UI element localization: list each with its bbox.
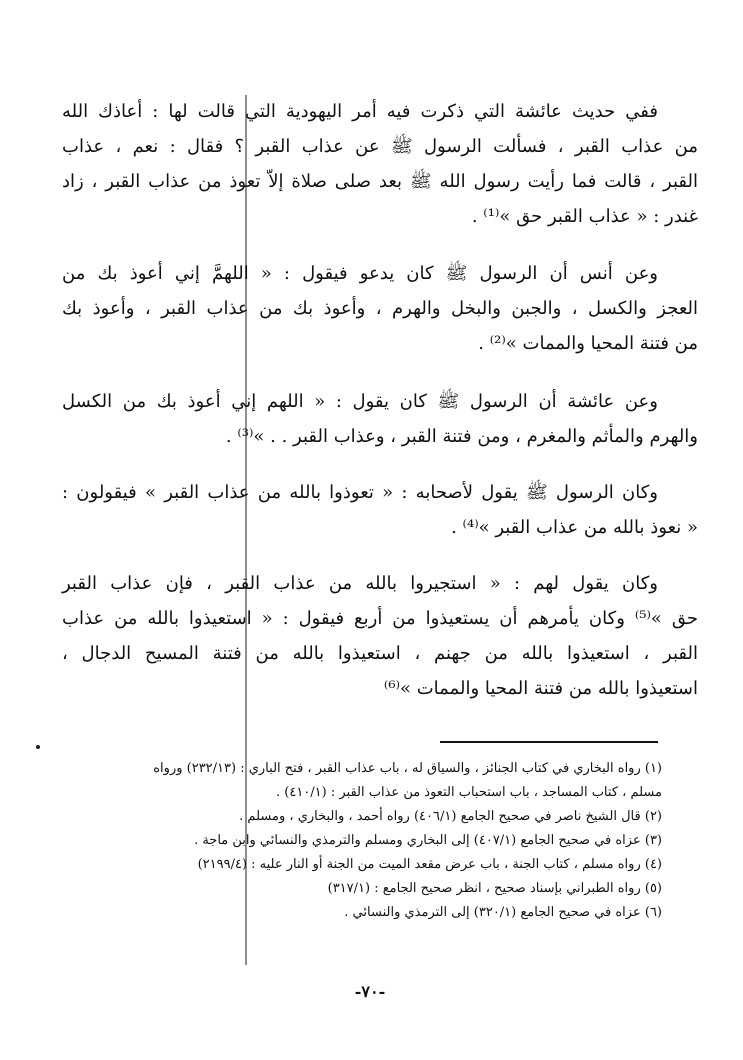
- text-line: وكان يقول لهم : « استجيروا بالله من عذاب القبر ، فإن عذاب القبر: [62, 573, 658, 594]
- text-line: العجز والكسل ، والجبن والبخل والهرم ، وأعوذ بك من عذاب القبر ، وأعوذ بك: [62, 298, 698, 319]
- paragraph-aisha-dua: [62, 384, 698, 454]
- text-line: والهرم والمأثم والمغرم ، ومن فتنة القبر ، وعذاب القبر . . »⁽³⁾ .: [225, 426, 698, 447]
- text-line: وعن عائشة أن الرسول ﷺ كان يقول : « اللهم إني أعوذ بك من الكسل: [62, 391, 658, 412]
- scan-speck: [36, 745, 40, 749]
- paragraph-aisha-hadith: [62, 94, 698, 234]
- footnote: مسلم ، كتاب المساجد ، باب استحباب التعوذ من عذاب القبر : (٤١٠/١) .: [276, 785, 662, 800]
- page-number: -٧٠-: [354, 982, 386, 1001]
- footnote: (٣) عزاه في صحيح الجامع (٤٠٧/١) إلى البخاري ومسلم والترمذي والنسائي وابن ماجة .: [194, 833, 662, 848]
- footnote: (٢) قال الشيخ ناصر في صحيح الجامع (٤٠٦/١) رواه أحمد ، والبخاري ، ومسلم .: [239, 809, 662, 824]
- footnotes: [62, 757, 662, 925]
- paragraph-four-refuges: [62, 566, 698, 706]
- footnote-separator: [440, 741, 658, 743]
- text-line: « نعوذ بالله من عذاب القبر »⁽⁴⁾ .: [451, 517, 698, 538]
- footnote: (٦) عزاه في صحيح الجامع (٣٢٠/١) إلى الترمذي والنسائي .: [344, 905, 662, 920]
- text-line: ففي حديث عائشة التي ذكرت فيه أمر اليهودية التي قالت لها : أعاذك الله: [62, 101, 658, 122]
- footnote: (٤) رواه مسلم ، كتاب الجنة ، باب عرض مقعد الميت من الجنة أو النار عليه : (٢١٩٩/٤): [197, 857, 662, 872]
- text-line: من فتنة المحيا والممات »⁽²⁾ .: [478, 333, 698, 354]
- text-line: القبر ، استعيذوا بالله من جهنم ، استعيذوا بالله من فتنة المسيح الدجال ،: [62, 643, 698, 664]
- text-line: حق »⁽⁵⁾ وكان يأمرهم أن يستعيذوا من أربع فيقول : « استعيذوا بالله من عذاب: [62, 608, 699, 629]
- footnote: (٥) رواه الطبراني بإسناد صحيح ، انظر صحيح الجامع : (٣١٧/١): [327, 881, 662, 896]
- text-line: غندر : « عذاب القبر حق »⁽¹⁾ .: [471, 206, 698, 227]
- text-line: من عذاب القبر ، فسألت الرسول ﷺ عن عذاب القبر ؟ فقال : نعم ، عذاب: [62, 136, 698, 157]
- text-line: استعيذوا بالله من فتنة المحيا والممات »⁽⁶⁾: [383, 678, 698, 699]
- paragraph-anas-hadith: [62, 256, 698, 361]
- paragraph-companions: [62, 475, 698, 545]
- footnote: (١) رواه البخاري في كتاب الجنائز ، والسياق له ، باب عذاب القبر ، فتح الباري : (٢٣٢/١٣) ورواه: [153, 761, 662, 776]
- text-line: وعن أنس أن الرسول ﷺ كان يدعو فيقول : « اللهمَّ إني أعوذ بك من: [62, 263, 658, 284]
- text-line: وكان الرسول ﷺ يقول لأصحابه : « تعوذوا بالله من عذاب القبر » فيقولون :: [62, 482, 658, 503]
- text-line: القبر ، قالت فما رأيت رسول الله ﷺ بعد صلى صلاة إلاّ تعوذ من عذاب القبر ، زاد: [62, 171, 698, 192]
